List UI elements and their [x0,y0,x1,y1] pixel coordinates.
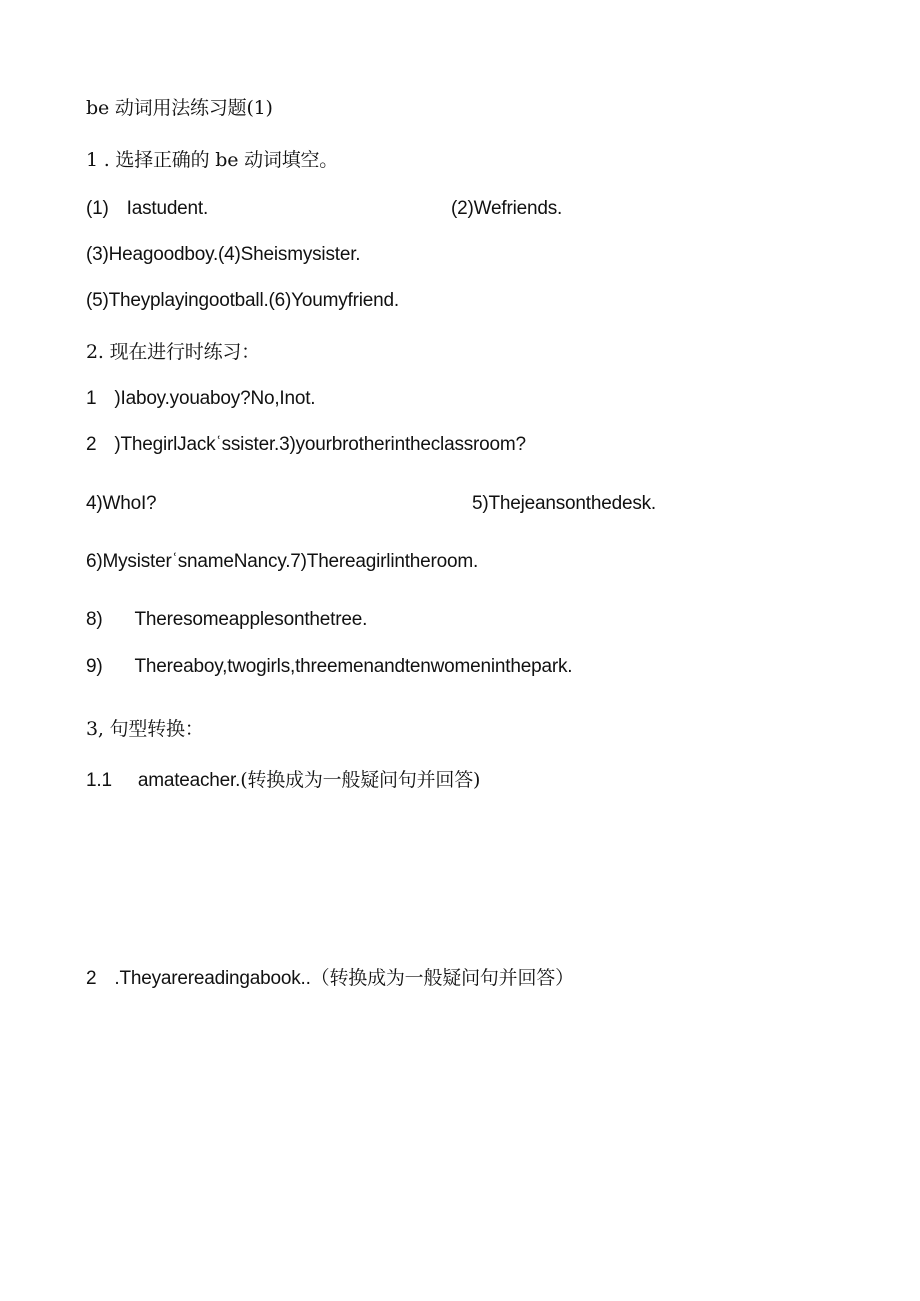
section-3-heading: 3, 句型转换： [86,718,204,740]
exercise-2-6-7: 6)MysisterʿsnameNancy.7)Thereagirlintheroom. [86,551,479,572]
exercise-2-8 [86,608,367,632]
exercise-1-2: (2)Wefriends. [451,198,563,219]
section-2-heading: 2. 现在进行时练习： [86,341,260,363]
exercise-text: .Theyarereadingabook.. [114,968,311,989]
exercise-2-5: 5)Thejeansonthedesk. [472,493,657,514]
exercise-number: 9) [86,656,103,677]
exercise-text: )ThegirlJackʿssister.3)yourbrotherintheclassroom? [114,434,526,455]
exercise-text: Iastudent. [126,198,209,219]
exercise-2-9 [86,655,572,679]
exercise-number: 1.1 [86,770,112,791]
exercise-2-1 [86,387,315,411]
worksheet-title: be 动词用法练习题(1) [86,97,273,119]
exercise-2-4: 4)WhoI? [86,493,157,514]
exercise-1-3-4: (3)Heagoodboy.(4)Sheismysister. [86,244,361,265]
exercise-instruction: （转换成为一般疑问句并回答） [310,967,574,989]
exercise-number: 2 [86,968,97,989]
exercise-number: 8) [86,609,103,630]
exercise-instruction: (转换成为一般疑问句并回答) [240,769,481,791]
exercise-number: 1 [86,388,97,409]
section-1-heading: 1 . 选择正确的 be 动词填空。 [86,149,339,171]
exercise-3-2 [86,966,574,991]
exercise-number: 2 [86,434,97,455]
exercise-text: )Iaboy.youaboy?No,Inot. [114,388,316,409]
exercise-3-1 [86,768,480,793]
exercise-1-5-6: (5)Theyplayingootball.(6)Youmyfriend. [86,290,399,311]
exercise-text: amateacher. [137,770,241,791]
exercise-text: Theresomeapplesonthetree. [134,609,368,630]
exercise-1-1 [86,197,208,221]
exercise-number: (1) [86,198,109,219]
exercise-2-2-3 [86,433,526,457]
exercise-text: Thereaboy,twogirls,threemenandtenwomeninthepark. [134,656,573,677]
